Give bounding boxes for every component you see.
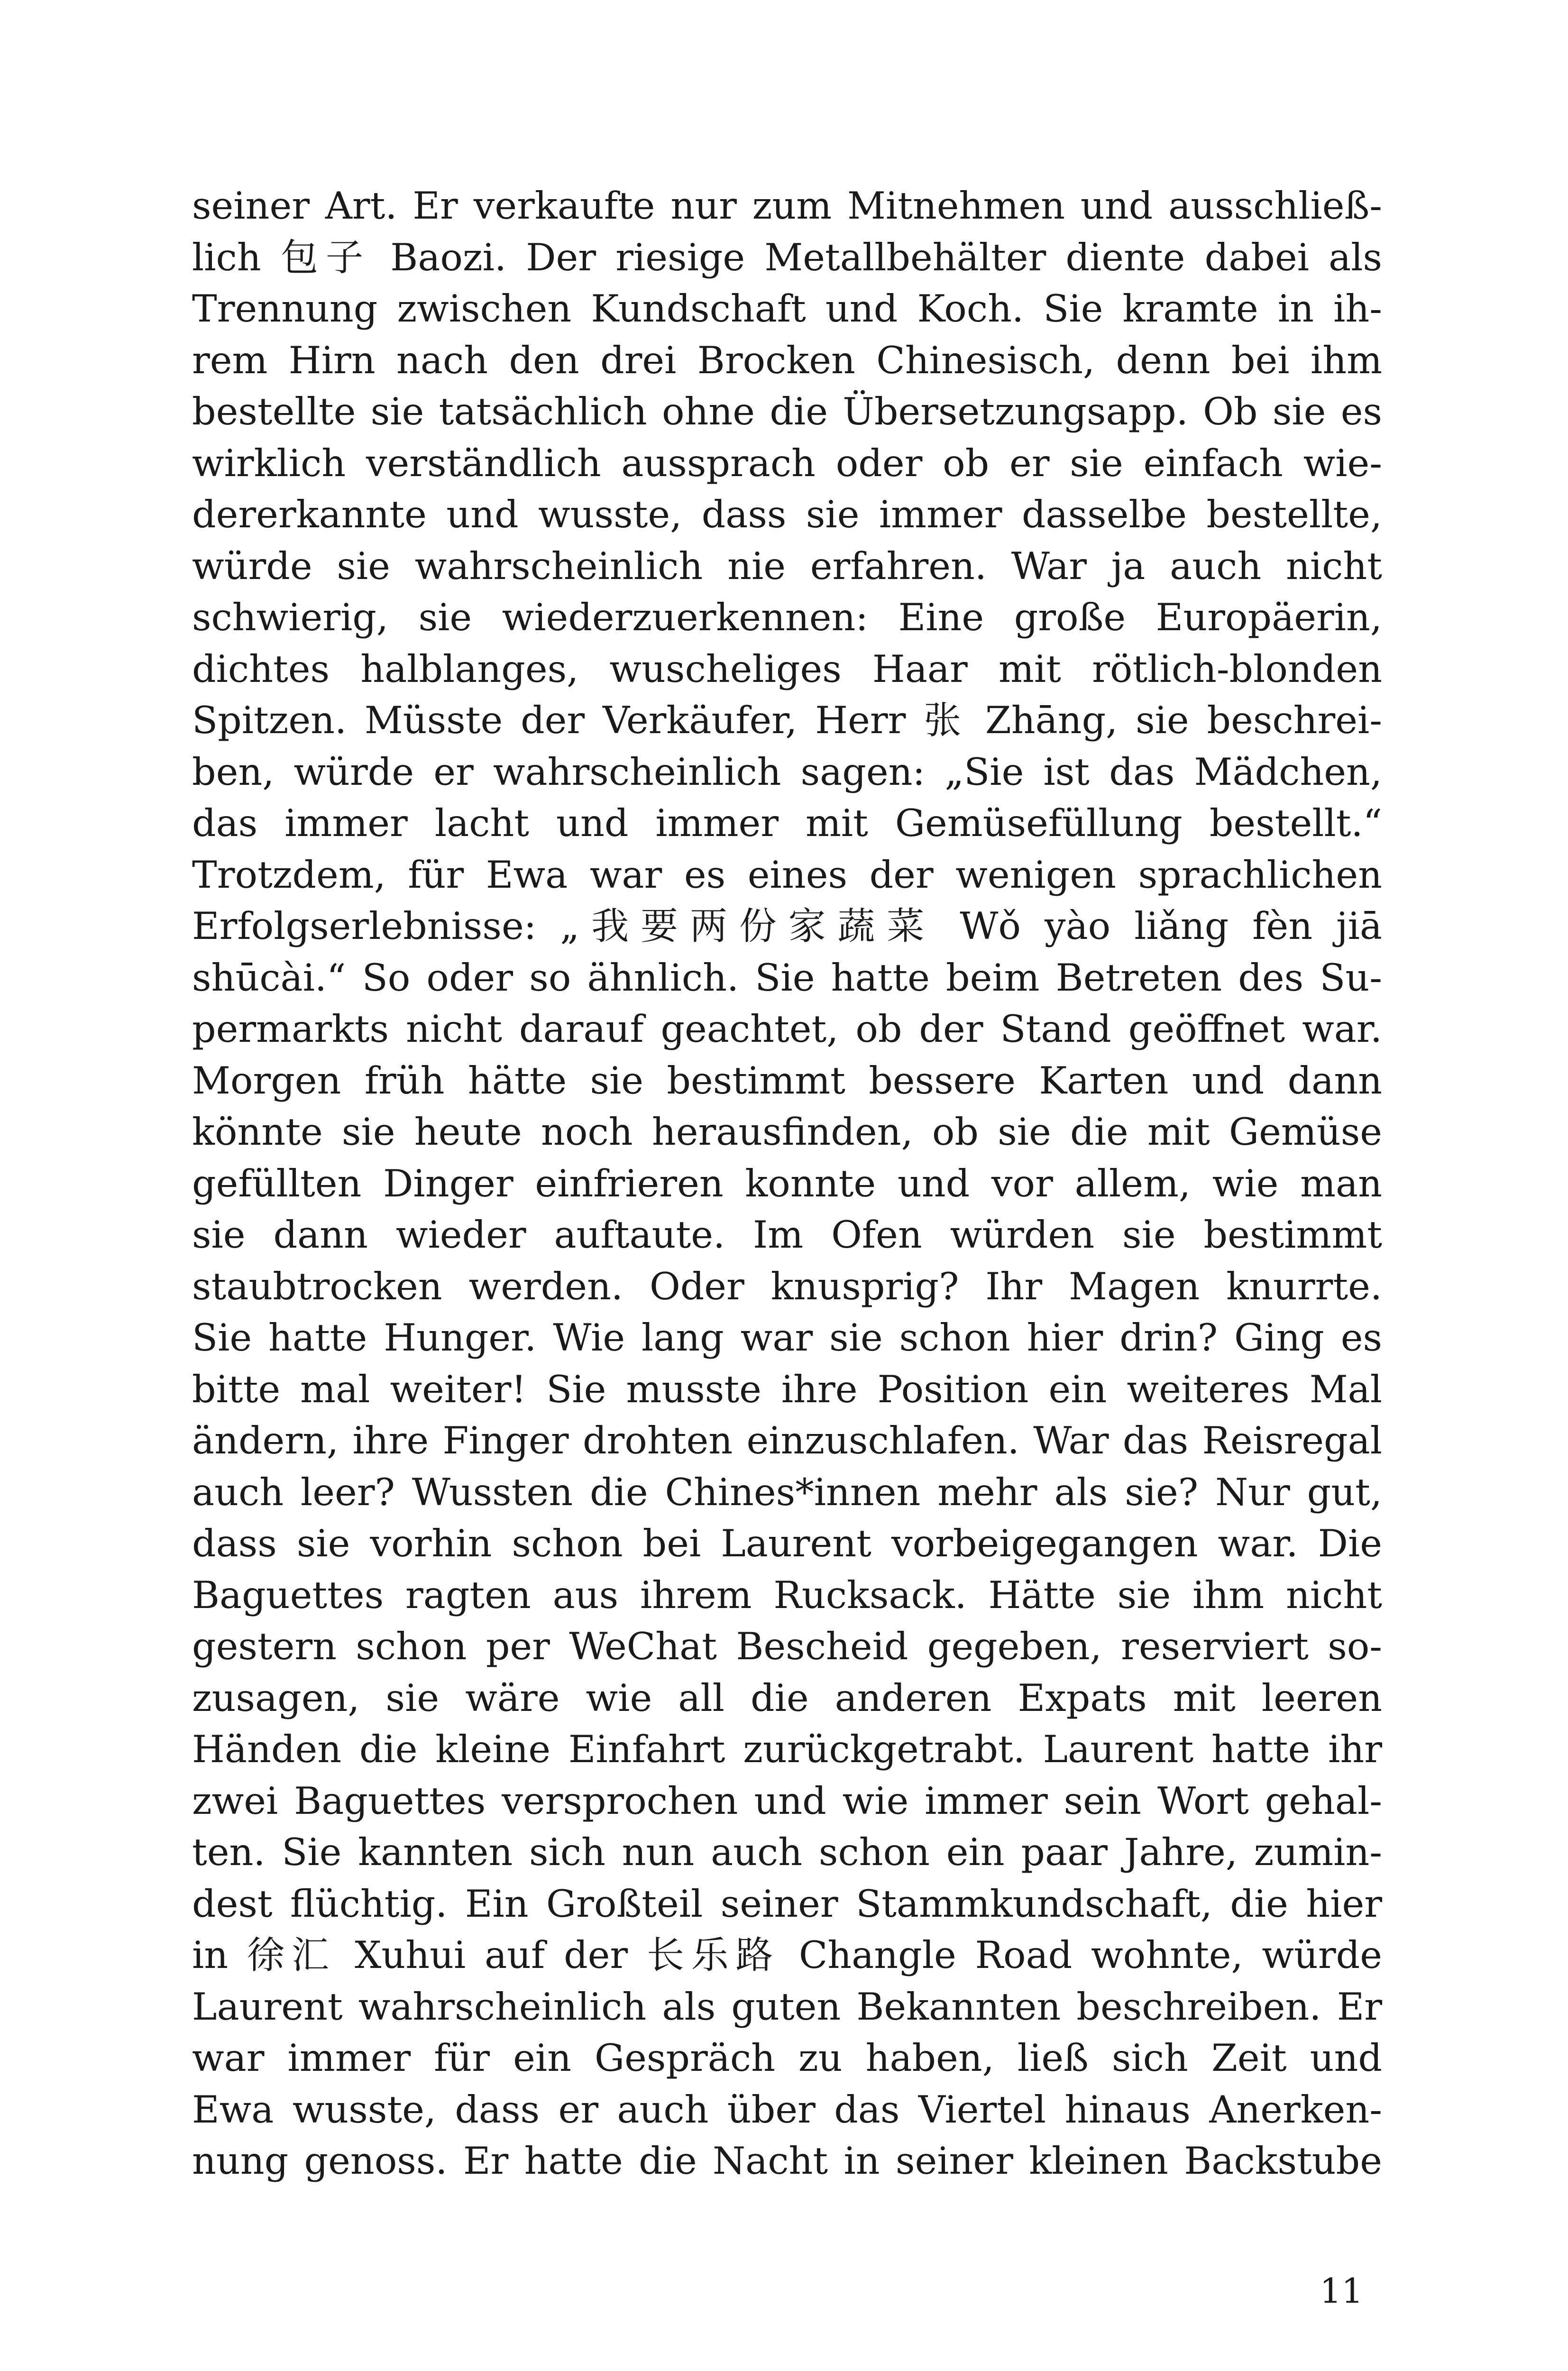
text-line: würde sie wahrscheinlich nie erfahren. War ja auch nicht <box>192 544 1382 588</box>
text-line: Baguettes ragten aus ihrem Rucksack. Hätte sie ihm nicht <box>192 1573 1382 1617</box>
text-line: dererkannte und wusste, dass sie immer dasselbe bestellte, <box>192 493 1382 536</box>
text-line: dest flüchtig. Ein Großteil seiner Stammkundschaft, die hier <box>192 1882 1382 1926</box>
text-line: ändern, ihre Finger drohten einzuschlafen. War das Reisregal <box>192 1419 1382 1462</box>
text-line: war immer für ein Gespräch zu haben, ließ sich Zeit und <box>192 2036 1382 2080</box>
page-number: 11 <box>1320 2271 1363 2311</box>
text-line: sie dann wieder auftaute. Im Ofen würden sie bestimmt <box>192 1213 1382 1257</box>
text-line: dichtes halblanges, wuscheliges Haar mit rötlich-blonden <box>192 647 1382 691</box>
text-line: Erfolgserlebnisse: „我要两份家蔬菜 Wǒ yào liǎng fèn jiā <box>192 904 1382 948</box>
body-text <box>192 180 1382 2187</box>
text-line: Morgen früh hätte sie bestimmt bessere Karten und dann <box>192 1058 1382 1103</box>
text-line: staubtrocken werden. Oder knusprig? Ihr Magen knurrte. <box>192 1264 1382 1308</box>
text-line: auch leer? Wussten die Chines*innen mehr als sie? Nur gut, <box>192 1470 1382 1514</box>
text-line: schwierig, sie wiederzuerkennen: Eine große Europäerin, <box>192 596 1382 639</box>
text-line: das immer lacht und immer mit Gemüsefüllung bestellt.“ <box>192 801 1382 845</box>
text-line: gefüllten Dinger einfrieren konnte und vor allem, wie man <box>192 1161 1382 1205</box>
text-line: permarkts nicht darauf geachtet, ob der Stand geöffnet war. <box>192 1007 1382 1051</box>
text-line: Trotzdem, für Ewa war es eines der wenigen sprachlichen <box>192 853 1382 897</box>
text-line: bestellte sie tatsächlich ohne die Übersetzungsapp. Ob sie es <box>192 390 1382 433</box>
text-line: Trennung zwischen Kundschaft und Koch. Sie kramte in ih- <box>192 287 1382 331</box>
text-line: nung genoss. Er hatte die Nacht in seiner kleinen Backstube <box>192 2139 1382 2183</box>
text-line: bitte mal weiter! Sie musste ihre Position ein weiteres Mal <box>192 1367 1382 1411</box>
text-line: rem Hirn nach den drei Brocken Chinesisch, denn bei ihm <box>192 338 1382 382</box>
text-line: ben, würde er wahrscheinlich sagen: „Sie ist das Mädchen, <box>192 750 1382 794</box>
text-line: Händen die kleine Einfahrt zurückgetrabt. Laurent hatte ihr <box>192 1728 1382 1771</box>
text-line: Ewa wusste, dass er auch über das Viertel hinaus Anerken- <box>192 2087 1382 2132</box>
text-line: lich 包子 Baozi. Der riesige Metallbehälter diente dabei als <box>192 235 1382 279</box>
text-line: ten. Sie kannten sich nun auch schon ein paar Jahre, zumin- <box>192 1830 1382 1874</box>
text-line: zwei Baguettes versprochen und wie immer sein Wort gehal- <box>192 1779 1382 1823</box>
text-line: in 徐汇 Xuhui auf der 长乐路 Changle Road wohnte, würde <box>192 1933 1382 1977</box>
text-line: wirklich verständlich aussprach oder ob er sie einfach wie- <box>192 441 1382 485</box>
text-line: Sie hatte Hunger. Wie lang war sie schon hier drin? Ging es <box>192 1316 1382 1360</box>
text-line: Laurent wahrscheinlich als guten Bekannten beschreiben. Er <box>192 1985 1382 2029</box>
text-line: shūcài.“ So oder so ähnlich. Sie hatte beim Betreten des Su- <box>192 956 1382 1000</box>
text-line: könnte sie heute noch herausfinden, ob sie die mit Gemüse <box>192 1110 1382 1154</box>
text-line: seiner Art. Er verkaufte nur zum Mitnehmen und ausschließ- <box>192 184 1382 228</box>
text-line: zusagen, sie wäre wie all die anderen Expats mit leeren <box>192 1676 1382 1720</box>
text-line: Spitzen. Müsste der Verkäufer, Herr 张 Zhāng, sie beschrei- <box>192 698 1382 742</box>
text-line: dass sie vorhin schon bei Laurent vorbeigegangen war. Die <box>192 1522 1382 1565</box>
text-line: gestern schon per WeChat Bescheid gegeben, reserviert so- <box>192 1625 1382 1668</box>
